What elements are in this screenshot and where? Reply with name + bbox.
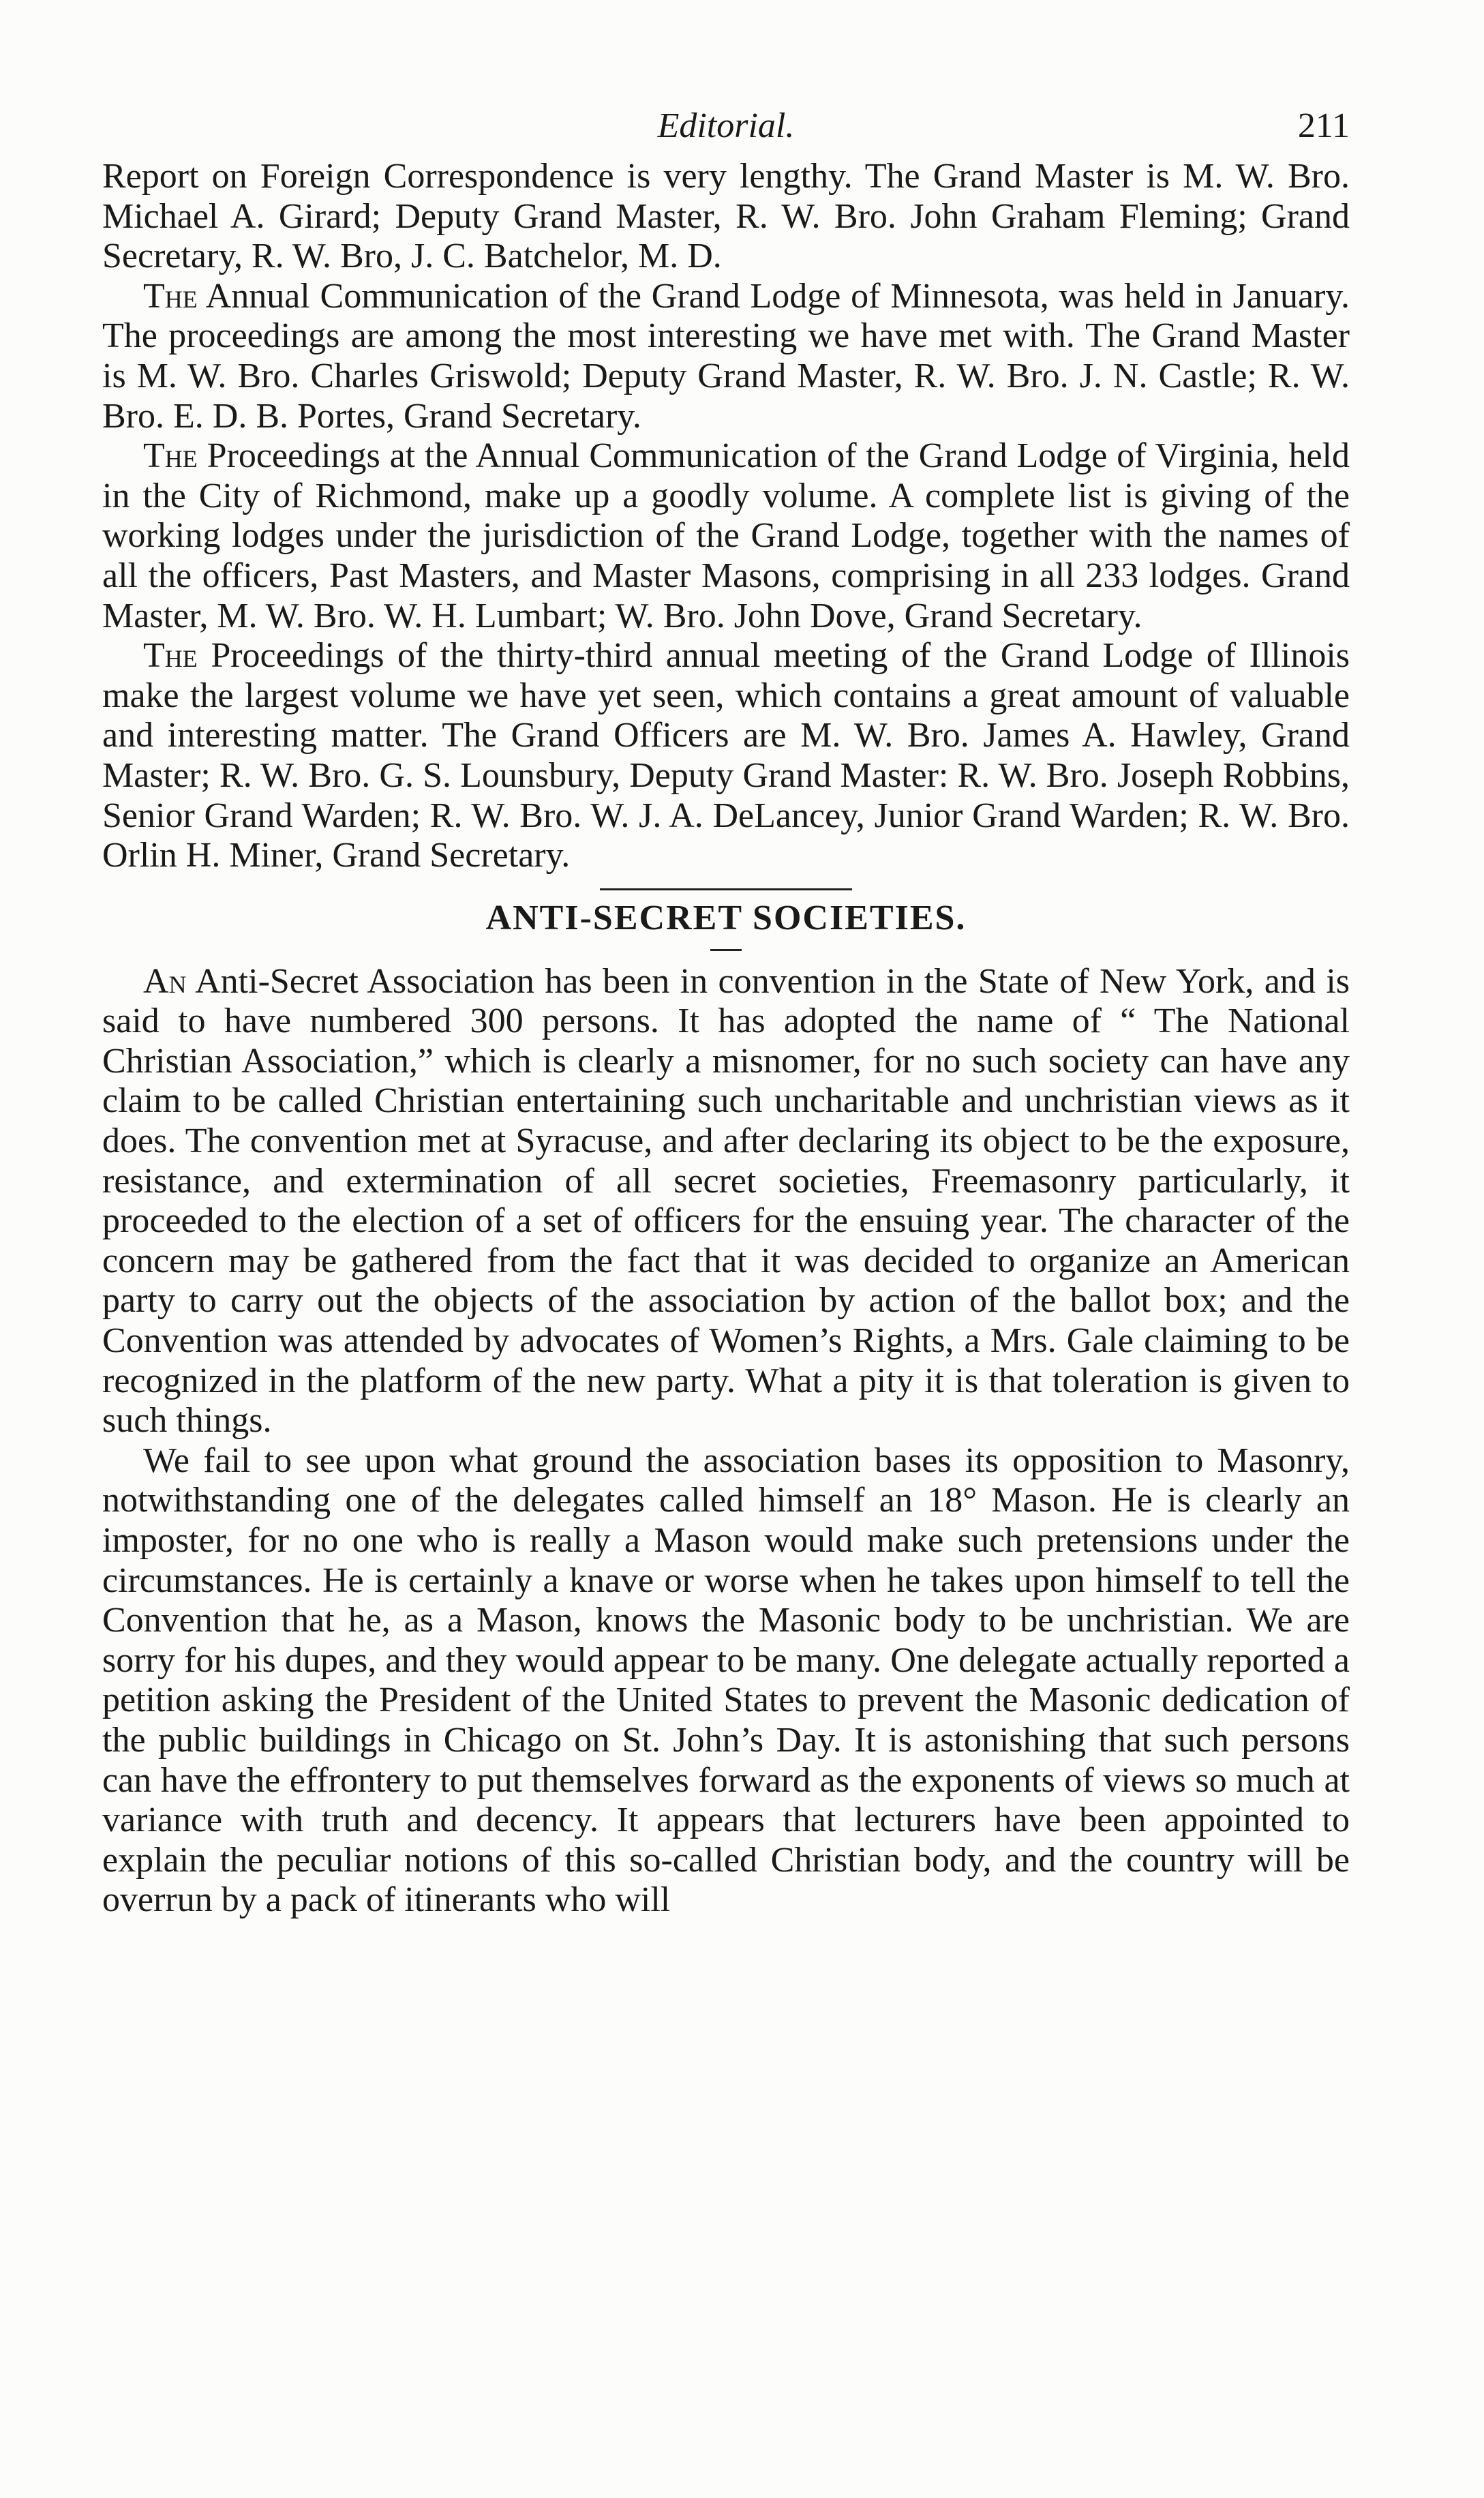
paragraph-illinois [102,636,1350,876]
paragraph-text: We fail to see upon what ground the association bases its opposition to Masonry, notwithstanding one of the delegates called himself an 18° Mason. He is clearly an imposter, for no one who is really a Mason would make such pretensions under the circumstances. He is certainly a knave or worse when he takes upon himself to tell the Convention that he, as a Mason, knows the Masonic body to be unchristian. We are sorry for his dupes, and they would appear to be many. One delegate actually reported a petition asking the President of the United States to prevent the Masonic dedication of the public buildings in Chicago on St. John’s Day. It is astonishing that such persons can have the effrontery to put themselves forward as the exponents of views so much at variance with truth and decency. It appears that lecturers have been appointed to explain the peculiar notions of this so-called Christian body, and the country will be overrun by a pack of itinerants who will [102,1441,1350,1920]
paragraph-text: Proceedings at the Annual Communication of the Grand Lodge of Virginia, held in the City of Richmond, make up a goodly volume. A complete list is giving of the working lodges under the jurisdiction of the Grand Lodge, together with the names of all the officers, Past Masters, and Master Masons, comprising in all 233 lodges. Grand Master, M. W. Bro. W. H. Lumbart; W. Bro. John Dove, Grand Secretary. [102,436,1350,635]
paragraph-lead: An [143,961,187,1001]
paragraph-text: Proceedings of the thirty-third annual meeting of the Grand Lodge of Illinois make the largest volume we have yet seen, which contains a great amount of valuable and interesting matter. The Grand Officers are M. W. Bro. James A. Hawley, Grand Master; R. W. Bro. G. S. Lounsbury, Deputy Grand Master: R. W. Bro. Joseph Robbins, Senior Grand Warden; R. W. Bro. W. J. A. DeLancey, Junior Grand Warden; R. W. Bro. Orlin H. Miner, Grand Secretary. [102,636,1350,875]
page-number: 211 [1297,106,1350,145]
running-head [102,95,1350,157]
paragraph-virginia [102,436,1350,636]
paragraph-text: Annual Communication of the Grand Lodge of Minnesota, was held in January. The proceedings are among the most interesting we have met with. The Grand Master is M. W. Bro. Charles Griswold; Deputy Grand Master, R. W. Bro. J. N. Castle; R. W. Bro. E. D. B. Portes, Grand Secretary. [102,276,1350,436]
paragraph-lead: The [143,636,198,676]
paragraph-lead: The [143,276,198,316]
paragraph-lead: The [143,436,198,476]
page [102,95,1350,1921]
paragraph-minnesota [102,277,1350,436]
paragraph-opposition-to-masonry [102,1441,1350,1921]
paragraph-anti-secret-association [102,962,1350,1441]
section-divider [600,888,852,890]
paragraph-text: Anti-Secret Association has been in convention in the State of New York, and is said to have numbered 300 persons. It has adopted the name of “ The National Christian Association,” which is clearly a misnomer, for no such society can have any claim to be called Christian entertaining such uncharitable and unchristian views as it does. The convention met at Syracuse, and after declaring its object to be the exposure, resistance, and extermination of all secret societies, Freemasonry particularly, it proceeded to the election of a set of officers for the ensuing year. The character of the concern may be gathered from the fact that it was decided to organize an American party to carry out the objects of the association by action of the ballot box; and the Convention was attended by advocates of Women’s Rights, a Mrs. Gale claiming to be recognized in the platform of the new party. What a pity it is that toleration is given to such things. [102,961,1350,1441]
running-title: Editorial. [657,106,795,145]
paragraph-text: Report on Foreign Correspondence is very lengthy. The Grand Master is M. W. Bro. Michael A. Girard; Deputy Grand Master, R. W. Bro. John Graham Fleming; Grand Secretary, R. W. Bro, J. C. Batchelor, M. D. [102,157,1350,276]
section-heading: ANTI-SECRET SOCIETIES. [485,898,967,937]
heading-underline [710,949,742,951]
paragraph-foreign-correspondence [102,157,1350,277]
